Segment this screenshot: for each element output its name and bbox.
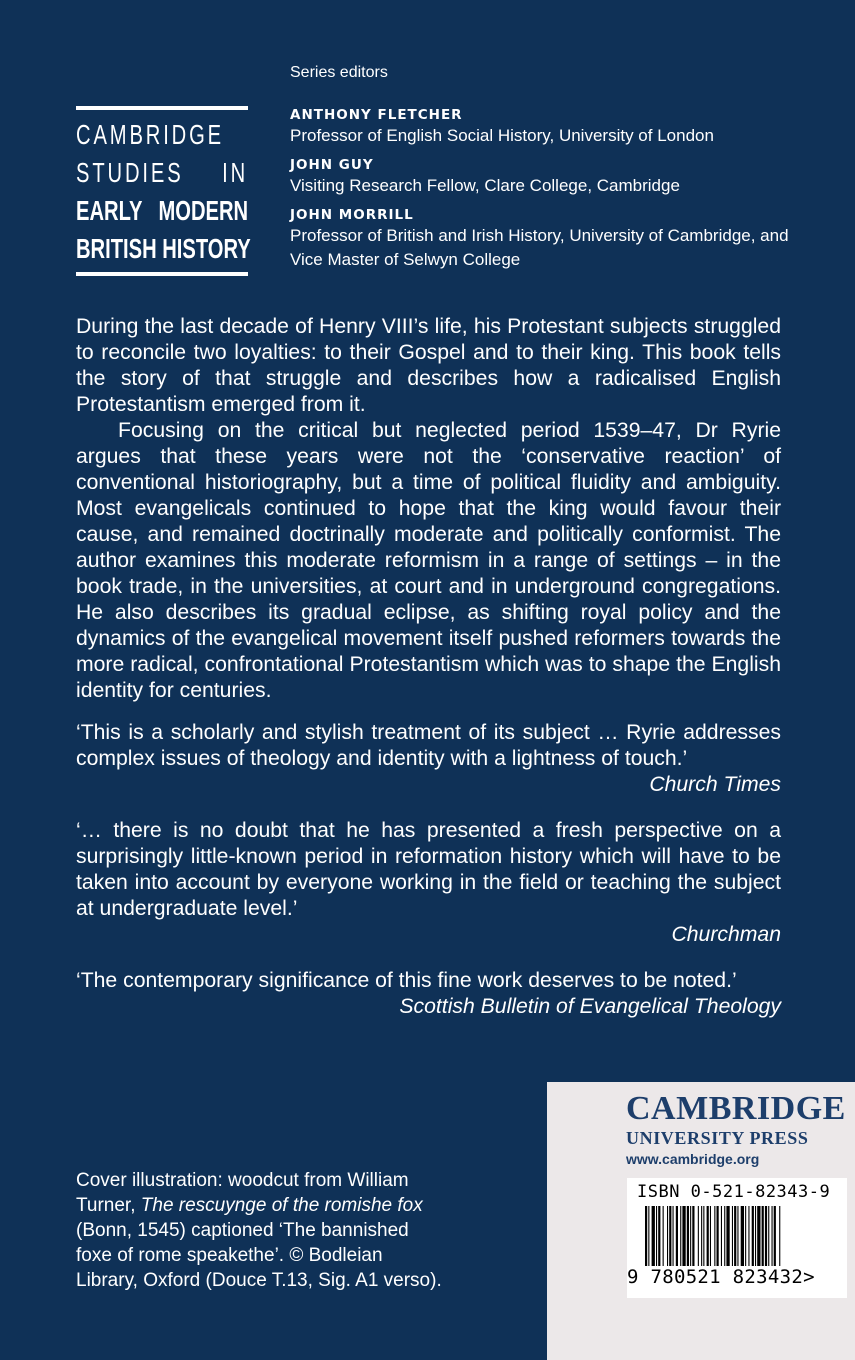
- review: [76, 818, 781, 948]
- review-source: Scottish Bulletin of Evangelical Theology: [399, 995, 781, 1018]
- barcode-bar: [774, 1206, 776, 1266]
- editor-name: JOHN MORRILL: [290, 207, 414, 223]
- barcode-bar: [757, 1206, 760, 1266]
- review-quote: ‘… there is no doubt that he has presented a fresh perspective on a surprisingly little-known period in reformation history which will have to be taken into account by everyone working in the field or teaching the subject at undergraduate level.’: [76, 819, 781, 920]
- barcode-bar: [779, 1206, 780, 1266]
- cover-illustration-credit: [76, 1168, 446, 1293]
- series-logo-line: STUDIES IN: [76, 157, 249, 188]
- barcode-bar: [717, 1206, 719, 1266]
- barcode-bar: [673, 1206, 674, 1266]
- editor-role: Professor of British and Irish History, University of Cambridge, and Vice Master of Selwyn College: [290, 226, 789, 269]
- publisher-url[interactable]: www.cambridge.org: [626, 1151, 760, 1167]
- barcode-bar: [656, 1206, 657, 1266]
- review-source: Church Times: [649, 773, 781, 796]
- barcode-bar: [692, 1206, 694, 1266]
- barcode-bar: [663, 1206, 664, 1266]
- barcode-bar: [737, 1206, 738, 1266]
- blurb-paragraph: Focusing on the critical but neglected period 1539–47, Dr Ryrie argues that these years were not the ‘conservative reaction’ of conventional historiography, but a time of political fluidity and ambiguity. Most evangelicals continued to hope that the king would favour their cause, and remained doctrinally moderate and politically conformist. The author examines this moderate reformism in a range of settings – in the book trade, in the universities, at court and in underground congregations. He also describes its gradual eclipse, as shifting royal policy and the dynamics of the evangelical movement itself pushed reformers towards the more radical, confrontational Protestantism which was to shape the English identity for centuries.: [76, 419, 781, 702]
- series-logo-line: CAMBRIDGE: [76, 119, 225, 150]
- credit-title: The rescuynge of the romishe fox: [140, 1195, 423, 1216]
- reviews: [76, 720, 781, 1040]
- barcode-bar: [765, 1206, 767, 1266]
- barcode-bar: [752, 1206, 754, 1266]
- barcode-bar: [762, 1206, 764, 1266]
- barcode-bar: [658, 1206, 660, 1266]
- book-blurb: [76, 314, 781, 704]
- barcode-bar: [669, 1206, 671, 1266]
- barcode-bar: [687, 1206, 689, 1266]
- editor-name: ANTHONY FLETCHER: [290, 107, 463, 123]
- barcode-bar: [768, 1206, 769, 1266]
- barcode-bar: [726, 1206, 729, 1266]
- review-quote: ‘This is a scholarly and stylish treatment of its subject … Ryrie addresses complex issues of theology and identity with a lightness of touch.’: [76, 721, 781, 770]
- barcode-bar: [680, 1206, 681, 1266]
- barcode-bar: [745, 1206, 746, 1266]
- ean-quiet-zone-marker: >: [803, 1266, 815, 1288]
- barcode-bar: [690, 1206, 691, 1266]
- series-logo-line: BRITISH HISTORY: [76, 233, 251, 264]
- barcode-bar: [698, 1206, 699, 1266]
- barcode-bar: [682, 1206, 685, 1266]
- editor-entry: [290, 106, 810, 148]
- barcode-bar: [714, 1206, 715, 1266]
- barcode-bar: [701, 1206, 702, 1266]
- barcode-bar: [652, 1206, 655, 1266]
- credit-prefix: Cover illustration: woodcut from William Turner,: [76, 1170, 409, 1216]
- review: [76, 968, 781, 1020]
- ean-digits: [627, 1266, 847, 1288]
- series-editors: [290, 62, 810, 280]
- series-logo: [76, 106, 251, 276]
- barcode-bar: [648, 1206, 649, 1266]
- publisher-name: CAMBRIDGE: [626, 1090, 846, 1127]
- editor-entry: [290, 206, 810, 272]
- series-editors-heading: Series editors: [290, 64, 388, 81]
- barcode-bar: [721, 1206, 722, 1266]
- barcode-bar: [755, 1206, 756, 1266]
- credit-suffix: (Bonn, 1545) captioned ‘The bannished foxe of rome speakethe’. © Bodleian Library, Oxford (Douce T.13, Sig. A1 verso).: [76, 1220, 442, 1291]
- editor-name: JOHN GUY: [290, 157, 374, 173]
- barcode-bar: [710, 1206, 711, 1266]
- review: [76, 720, 781, 798]
- barcode-bar: [741, 1206, 744, 1266]
- barcode-bar: [748, 1206, 749, 1266]
- barcode-bar: [667, 1206, 668, 1266]
- barcode-bar: [724, 1206, 725, 1266]
- barcode-bar: [645, 1206, 647, 1266]
- publisher-panel: [547, 1082, 855, 1360]
- barcode-bar: [734, 1206, 736, 1266]
- isbn-barcode: [627, 1178, 847, 1298]
- isbn-label: ISBN 0-521-82343-9: [637, 1182, 831, 1202]
- barcode-bars: [627, 1206, 847, 1270]
- barcode-bar: [772, 1206, 773, 1266]
- review-quote: ‘The contemporary significance of this fine work deserves to be noted.’: [76, 969, 737, 992]
- barcode-bar: [732, 1206, 733, 1266]
- editor-role: Professor of English Social History, University of London: [290, 126, 714, 145]
- barcode-bar: [703, 1206, 704, 1266]
- ean-number: 9 780521 823432: [627, 1266, 804, 1288]
- blurb-paragraph: During the last decade of Henry VIII’s life, his Protestant subjects struggled to reconcile two loyalties: to their Gospel and to their king. This book tells the story of that struggle and describes how a radicalised English Protestantism emerged from it.: [76, 315, 781, 416]
- series-logo-line: EARLY MODERN: [76, 195, 249, 226]
- publisher-subname: UNIVERSITY PRESS: [626, 1128, 809, 1148]
- review-source: Churchman: [671, 923, 781, 946]
- editor-role: Visiting Research Fellow, Clare College, Cambridge: [290, 176, 680, 195]
- barcode-bar: [676, 1206, 678, 1266]
- barcode-bar: [707, 1206, 709, 1266]
- editor-entry: [290, 156, 810, 198]
